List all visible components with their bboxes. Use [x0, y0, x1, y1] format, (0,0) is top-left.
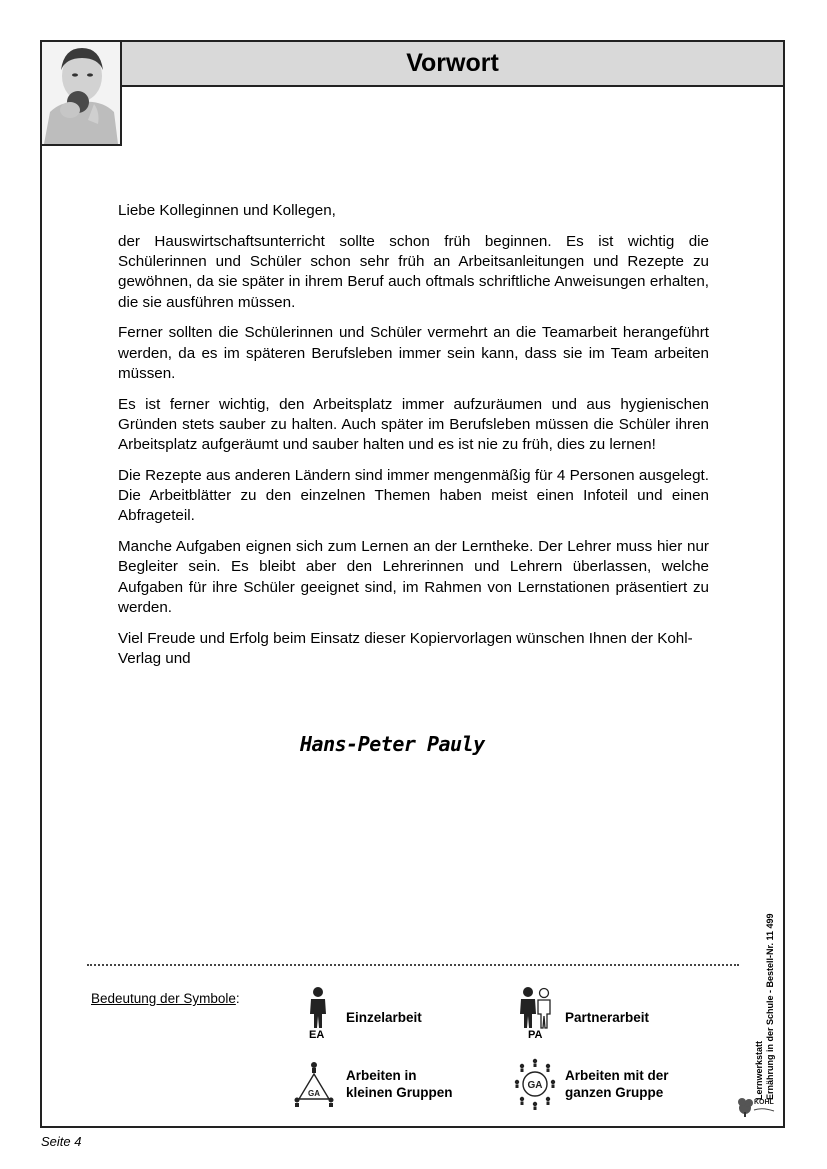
side-title-order: Ernährung in der Schule - Bestell-Nr. 11 499	[765, 913, 775, 1100]
author-signature: Hans-Peter Pauly	[300, 732, 485, 756]
legend-title: Bedeutung der Symbole:	[91, 991, 240, 1006]
title-bar	[120, 40, 785, 87]
boy-photo	[40, 40, 122, 146]
side-publication-info	[754, 913, 776, 1100]
side-series: Lernwerkstatt	[754, 1040, 764, 1100]
ga-whole-code: GA	[527, 1080, 543, 1091]
whole-group-circle-icon	[513, 1057, 557, 1111]
paragraph: Manche Aufgaben eignen sich zum Lernen an der Lerntheke. Der Lehrer muss hier nur Begleiter sein. Es bleibt aber den Lehrerinnen und Lehrern überlassen, welche Aufgaben für ihre Schüler geeignet sind, im Rahmen von Lernstationen präsentiert zu werden.	[118, 538, 709, 616]
logo-text: KOHL	[754, 1099, 774, 1106]
greeting: Liebe Kolleginnen und Kollegen,	[118, 202, 336, 219]
ga-small-code: GA	[308, 1089, 320, 1098]
boy-eating-apple-image	[42, 42, 120, 144]
ga-small-label-line2: kleinen Gruppen	[346, 1085, 453, 1100]
pa-label: Partnerarbeit	[565, 1010, 650, 1025]
ga-whole-label-line2: ganzen Gruppe	[565, 1085, 664, 1100]
small-group-triangle-icon	[293, 1060, 335, 1108]
paragraph: Es ist ferner wichtig, den Arbeitsplatz immer aufzuräumen und aus hygienischen Gründen stets sauber zu halten. Auch später im Berufsleben müssen die Schüler ihren Arbeitsplatz aufgeräumt und sauber halten und es ist nie zu früh, dies zu lernen!	[118, 395, 709, 454]
paragraph: Viel Freude und Erfolg beim Einsatz dieser Kopiervorlagen wünschen Ihnen der Kohl-Verlag und	[118, 629, 693, 667]
single-person-icon	[306, 986, 330, 1030]
page-title: Vorwort	[406, 49, 499, 77]
ea-label: Einzelarbeit	[346, 1010, 422, 1025]
dotted-divider	[87, 964, 739, 966]
kohl-verlag-logo	[738, 1090, 778, 1118]
ga-small-label-line1: Arbeiten in	[346, 1068, 417, 1083]
pa-code: PA	[528, 1029, 543, 1041]
page-number: Seite 4	[41, 1134, 82, 1149]
paragraph: Ferner sollten die Schülerinnen und Schüler vermehrt an die Teamarbeit herangeführt werden, da es im späteren Berufsleben immer sein kann, dass sie im Team arbeiten müssen.	[118, 324, 709, 382]
ga-small-label	[346, 1067, 453, 1101]
ea-code: EA	[309, 1029, 325, 1041]
ga-whole-label-line1: Arbeiten mit der	[565, 1068, 669, 1083]
foreword-body	[118, 201, 709, 680]
paragraph: der Hauswirtschaftsunterricht sollte schon früh beginnen. Es ist wichtig die Schülerinnen und Schüler schon sehr früh an Arbeitsanleitungen und Rezepte zu gewöhnen, da sie später in ihrem Beruf auch oftmals schriftliche Anweisungen erhalten, die sie ausführen müssen.	[118, 232, 709, 311]
ga-whole-label	[565, 1067, 669, 1101]
two-people-icon	[518, 986, 552, 1030]
paragraph: Die Rezepte aus anderen Ländern sind immer mengenmäßig für 4 Personen ausgelegt. Die Arbeitblätter zu den einzelnen Themen haben meist einen Infoteil und einen Abfrageteil.	[118, 466, 709, 525]
